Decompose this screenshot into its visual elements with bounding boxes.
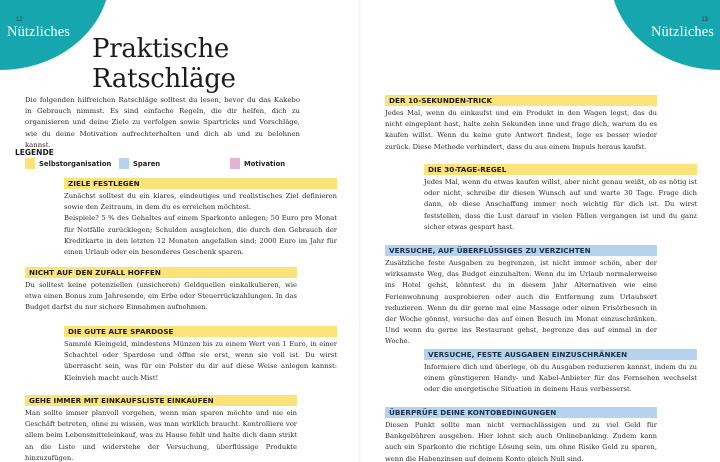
legend-item-selbstorganisation: [25, 158, 111, 169]
legend-item-motivation: [230, 158, 285, 169]
section-auf-ueberfluessiges-verzichten: [385, 245, 657, 348]
section-kontobedingungen: [385, 407, 657, 462]
section-nicht-auf-den-zufall-hoffen: [25, 267, 297, 314]
section-heading: VERSUCHE, FESTE AUSGABEN EINZUSCHRÄNKEN: [424, 349, 697, 360]
section-ziele-festlegen: [64, 178, 337, 258]
right-page: [360, 0, 720, 462]
section-heading: DIE GUTE ALTE SPARDOSE: [64, 326, 337, 337]
section-heading: ÜBERPRÜFE DEINE KONTOBEDINGUNGEN: [385, 407, 657, 418]
pink-swatch-icon: [230, 158, 240, 169]
paragraph: Zunächst solltest du ein klares, eindeutiges und realistisches Ziel definieren sowie den Zeitraum, in dem du es erreichen möchtest.: [64, 192, 337, 212]
section-body: [64, 339, 337, 384]
paragraph: Diesen Punkt sollte man nicht vernachlässigen und zu viel Geld für Bankgebühren ausgeben. Hier lohnt sich auch Onlinebanking. Zudem kann auch ein Sparkonto die richtige Lösung sein, um ohne Risiko Geld zu sparen, wenn die Habenzinsen auf deinem Konto gleich Null sind.: [385, 421, 657, 462]
legend-title: LEGENDE: [15, 148, 54, 157]
section-body: [25, 408, 297, 462]
section-einkaufsliste: [25, 395, 297, 462]
legend-label: Sparen: [133, 159, 161, 168]
section-10-sekunden-trick: [385, 95, 657, 153]
section-30-tage-regel: [424, 164, 697, 233]
legend-label: Selbstorganisation: [39, 159, 112, 168]
paragraph: Zusätzliche feste Ausgaben zu begrenzen, ist nicht immer schön, aber der wirksamste Weg, das Budget einzuhalten. Wenn du im Urlaub normalerweise ins Hotel gehst, könntest du in diesem Jahr Alternativen wie eine Ferienwohnung ausprobieren oder auch die Entfernung zum Urlaubsort reduzieren. Wenn du dir gerne mal eine Massage oder einen Frisörbesuch in der Woche gönnst, versuche das auf einen Besuch im Monat einzuschränken. Und wenn du gerne ins Restaurant gehst, begrenze das auf einmal in der Woche.: [385, 259, 657, 346]
section-feste-ausgaben-einschraenken: [424, 349, 697, 396]
section-body: [424, 362, 697, 396]
section-body: [385, 108, 657, 153]
legend-label: Motivation: [244, 159, 286, 168]
page-title: Praktische Ratschläge: [92, 34, 236, 94]
page-number: 12: [16, 17, 23, 23]
paragraph: Man sollte immer planvoll vorgehen, wenn man sparen möchte und nie ein Geschäft betreten, ohne zu wissen, was man wirklich braucht. Kontrolliere vor allem beim Lebensmitteleinkauf, was zu Hause fehlt und halte dich dann strikt an die Liste und widerstehe der Versuchung, überflüssige Produkte hinzuzufügen.: [25, 409, 297, 462]
section-heading: ZIELE FESTLEGEN: [64, 178, 337, 189]
yellow-swatch-icon: [25, 158, 35, 169]
paragraph: Jedes Mal, wenn du einkaufst und ein Produkt in den Wagen legst, das du nicht eingeplant hast, halte zehn Sekunden inne und frage dich, warum du es kaufen willst. Wenn du keine gute Antwort findest, lege es besser wieder zurück. Diese Methode verhindert, dass du aus einem Impuls heraus kaufst.: [385, 109, 657, 151]
paragraph: Sammle Kleingeld, mindestens Münzen bis zu einem Wert von 1 Euro, in einer Schachtel oder Spardose und öffne sie erst, wenn sie voll ist. Du wirst überrascht sein, was für ein Polster du dir auf diese Weise anlegen kannst: Kleinvieh macht auch Mist!: [64, 340, 337, 382]
section-heading: VERSUCHE, AUF ÜBERFLÜSSIGES ZU VERZICHTEN: [385, 245, 657, 256]
paragraph: Beispiele? 5 % des Gehaltes auf einem Sparkonto anlegen; 50 Euro pro Monat für Notfälle zurücklegen; Schulden ausgleichen, die durch den Gebrauch der Kreditkarte in den letzten 12 Monaten angefallen sind; 2000 Euro im Jahr für einen Urlaub oder ein besonderes Geschenk sparen.: [64, 214, 337, 257]
section-heading: NICHT AUF DEN ZUFALL HOFFEN: [25, 267, 297, 278]
section-heading: DER 10-SEKUNDEN-TRICK: [385, 95, 657, 106]
section-die-gute-alte-spardose: [64, 326, 337, 384]
page-number: 13: [701, 17, 708, 23]
section-body: [385, 420, 657, 462]
paragraph: Jedes Mal, wenn du etwas kaufen willst, aber nicht genau weißt, ob es nötig ist oder nicht, schreibe dir diesen Wunsch auf und warte 30 Tage. Frage dich dann, ob diese Anschaffung immer noch wichtig für dich ist. Du wirst feststellen, dass die Lust darauf in vielen Fällen vergangen ist und du ganz sicher etwas gespart hast.: [424, 178, 697, 231]
legend: [0, 158, 360, 170]
section-tag: Nützliches: [7, 24, 71, 40]
legend-item-sparen: [119, 158, 160, 169]
section-body: [424, 177, 697, 233]
paragraph: Du solltest keine potenziellen (unsicheren) Geldquellen einkalkulieren, wie etwa einen Bonus zum Jahresende, ein Erbe oder Steuerrückzahlungen. In das Budget darfst du nur sichere Einnahmen aufnehmen.: [25, 281, 297, 312]
section-body: [25, 280, 297, 314]
paragraph: Informiere dich und überlege, ob du Ausgaben reduzieren kannst, indem du zu einem günstigeren Handy- und Kabel-Anbieter für das Fernsehen wechselst oder die energetische Situation in deinem Haus verbesserst.: [424, 363, 697, 394]
blue-swatch-icon: [119, 158, 129, 169]
intro-paragraph: Die folgenden hilfreichen Ratschläge solltest du lesen, bevor du das Kakebo in Gebrauch nimmst. Es sind einfache Regeln, die dir helfen, dich zu organisieren und deine Ziele zu verfolgen sowie Spartricks und Vorschläge, wie du deine Motivation aufrechterhalten und dich ab und zu belohnen kannst.: [25, 96, 300, 149]
section-body: [385, 258, 657, 348]
section-tag: Nützliches: [650, 24, 714, 40]
section-body: [64, 191, 337, 258]
section-heading: GEHE IMMER MIT EINKAUFSLISTE EINKAUFEN: [25, 395, 297, 406]
section-heading: DIE 30-TAGE-REGEL: [424, 164, 697, 175]
